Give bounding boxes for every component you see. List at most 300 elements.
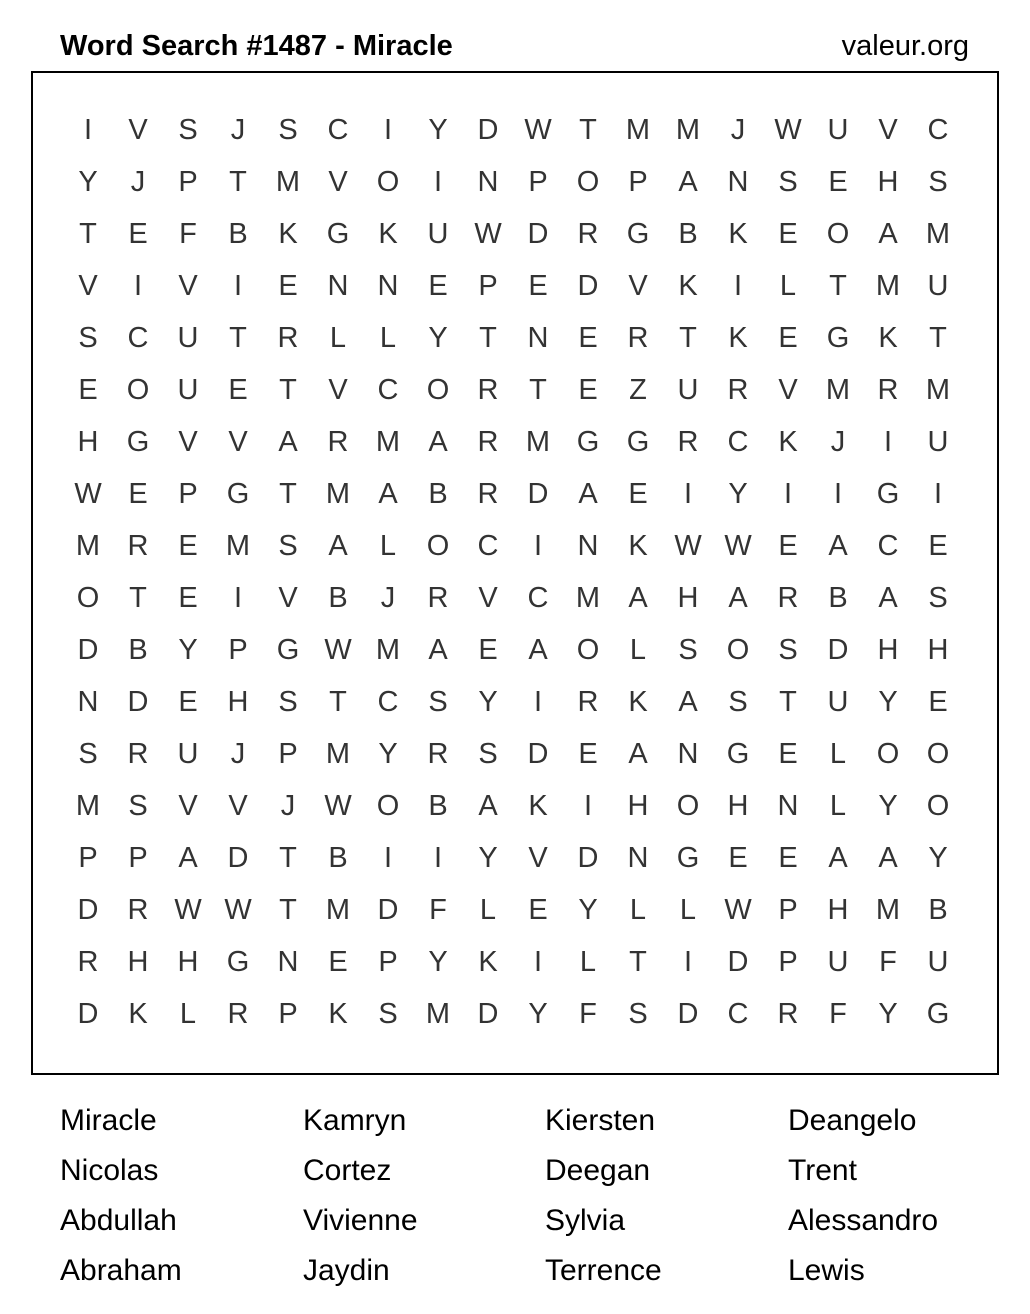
grid-cell[interactable]: Y — [878, 998, 898, 1030]
grid-cell[interactable]: W — [724, 530, 752, 562]
grid-cell[interactable]: P — [178, 478, 198, 510]
grid-cell[interactable]: H — [127, 946, 149, 978]
grid-cell[interactable]: G — [926, 998, 950, 1030]
grid-cell[interactable]: A — [178, 842, 198, 874]
grid-cell[interactable]: O — [676, 790, 700, 822]
grid-cell[interactable]: M — [375, 426, 401, 458]
grid-cell[interactable]: B — [928, 894, 948, 926]
grid-cell[interactable]: M — [825, 374, 851, 406]
grid-cell[interactable]: R — [127, 738, 149, 770]
grid-cell[interactable]: L — [329, 322, 347, 354]
grid-cell[interactable]: D — [577, 842, 599, 874]
grid-cell[interactable]: E — [778, 842, 798, 874]
grid-cell[interactable]: C — [377, 686, 399, 718]
grid-cell[interactable]: N — [327, 270, 349, 302]
grid-cell[interactable]: Y — [478, 686, 498, 718]
grid-cell[interactable]: M — [675, 114, 701, 146]
grid-cell[interactable]: G — [676, 842, 700, 874]
grid-cell[interactable]: J — [380, 582, 396, 614]
grid-cell[interactable]: Y — [428, 946, 448, 978]
grid-cell[interactable]: M — [425, 998, 451, 1030]
grid-cell[interactable]: P — [478, 270, 498, 302]
grid-cell[interactable]: I — [533, 530, 543, 562]
grid-cell[interactable]: I — [133, 270, 143, 302]
grid-cell[interactable]: P — [228, 634, 248, 666]
grid-cell[interactable]: P — [378, 946, 398, 978]
grid-cell[interactable]: K — [328, 998, 348, 1030]
grid-cell[interactable]: T — [229, 322, 247, 354]
grid-cell[interactable]: N — [677, 738, 699, 770]
grid-cell[interactable]: K — [478, 946, 498, 978]
grid-cell[interactable]: V — [778, 374, 798, 406]
grid-cell[interactable]: O — [926, 738, 950, 770]
grid-cell[interactable]: O — [926, 790, 950, 822]
grid-cell[interactable]: L — [579, 946, 597, 978]
grid-cell[interactable]: K — [128, 998, 148, 1030]
grid-cell[interactable]: T — [479, 322, 497, 354]
grid-cell[interactable]: S — [778, 166, 798, 198]
grid-cell[interactable]: P — [778, 894, 798, 926]
grid-cell[interactable]: W — [774, 114, 802, 146]
grid-cell[interactable]: K — [778, 426, 798, 458]
grid-cell[interactable]: A — [578, 478, 598, 510]
grid-cell[interactable]: P — [278, 738, 298, 770]
grid-cell[interactable]: W — [724, 894, 752, 926]
grid-cell[interactable]: S — [678, 634, 698, 666]
grid-cell[interactable]: H — [927, 634, 949, 666]
grid-cell[interactable]: F — [179, 218, 197, 250]
grid-cell[interactable]: S — [178, 114, 198, 146]
grid-cell[interactable]: D — [127, 686, 149, 718]
grid-cell[interactable]: T — [629, 946, 647, 978]
grid-cell[interactable]: O — [426, 530, 450, 562]
grid-cell[interactable]: D — [527, 738, 549, 770]
grid-cell[interactable]: S — [278, 114, 298, 146]
grid-cell[interactable]: G — [226, 946, 250, 978]
grid-cell[interactable]: I — [783, 478, 793, 510]
grid-cell[interactable]: E — [578, 738, 598, 770]
grid-cell[interactable]: C — [377, 374, 399, 406]
grid-cell[interactable]: E — [528, 270, 548, 302]
grid-cell[interactable]: B — [428, 478, 448, 510]
grid-cell[interactable]: E — [228, 374, 248, 406]
grid-cell[interactable]: N — [627, 842, 649, 874]
grid-cell[interactable]: A — [878, 218, 898, 250]
grid-cell[interactable]: R — [327, 426, 349, 458]
grid-cell[interactable]: K — [628, 686, 648, 718]
grid-cell[interactable]: R — [427, 738, 449, 770]
grid-cell[interactable]: G — [576, 426, 600, 458]
grid-cell[interactable]: V — [78, 270, 98, 302]
grid-cell[interactable]: S — [928, 582, 948, 614]
grid-cell[interactable]: N — [477, 166, 499, 198]
grid-cell[interactable]: B — [328, 842, 348, 874]
grid-cell[interactable]: E — [178, 686, 198, 718]
grid-cell[interactable]: A — [878, 842, 898, 874]
grid-cell[interactable]: S — [428, 686, 448, 718]
grid-cell[interactable]: H — [727, 790, 749, 822]
grid-cell[interactable]: Y — [478, 842, 498, 874]
grid-cell[interactable]: R — [77, 946, 99, 978]
grid-cell[interactable]: Y — [378, 738, 398, 770]
grid-cell[interactable]: V — [178, 426, 198, 458]
grid-cell[interactable]: W — [224, 894, 252, 926]
grid-cell[interactable]: F — [429, 894, 447, 926]
grid-cell[interactable]: S — [278, 686, 298, 718]
grid-cell[interactable]: I — [733, 270, 743, 302]
grid-cell[interactable]: V — [228, 790, 248, 822]
grid-cell[interactable]: H — [177, 946, 199, 978]
grid-cell[interactable]: C — [527, 582, 549, 614]
grid-cell[interactable]: M — [75, 530, 101, 562]
grid-cell[interactable]: M — [275, 166, 301, 198]
grid-cell[interactable]: S — [278, 530, 298, 562]
grid-cell[interactable]: J — [130, 166, 146, 198]
grid-cell[interactable]: Y — [578, 894, 598, 926]
grid-cell[interactable]: E — [628, 478, 648, 510]
grid-cell[interactable]: R — [127, 894, 149, 926]
grid-cell[interactable]: D — [77, 634, 99, 666]
grid-cell[interactable]: J — [280, 790, 296, 822]
grid-cell[interactable]: S — [478, 738, 498, 770]
grid-cell[interactable]: V — [478, 582, 498, 614]
grid-cell[interactable]: M — [925, 218, 951, 250]
grid-cell[interactable]: D — [577, 270, 599, 302]
grid-cell[interactable]: E — [328, 946, 348, 978]
grid-cell[interactable]: B — [328, 582, 348, 614]
grid-cell[interactable]: L — [479, 894, 497, 926]
grid-cell[interactable]: H — [77, 426, 99, 458]
grid-cell[interactable]: U — [177, 322, 199, 354]
grid-cell[interactable]: T — [279, 374, 297, 406]
grid-cell[interactable]: S — [128, 790, 148, 822]
grid-cell[interactable]: D — [77, 894, 99, 926]
grid-cell[interactable]: E — [778, 738, 798, 770]
grid-cell[interactable]: T — [529, 374, 547, 406]
grid-cell[interactable]: T — [579, 114, 597, 146]
grid-cell[interactable]: V — [878, 114, 898, 146]
grid-cell[interactable]: D — [477, 998, 499, 1030]
letter-grid[interactable] — [63, 104, 963, 1040]
grid-cell[interactable]: V — [178, 270, 198, 302]
grid-cell[interactable]: Y — [728, 478, 748, 510]
grid-cell[interactable]: U — [177, 738, 199, 770]
grid-cell[interactable]: G — [876, 478, 900, 510]
grid-cell[interactable]: J — [830, 426, 846, 458]
grid-cell[interactable]: L — [629, 894, 647, 926]
grid-cell[interactable]: Y — [928, 842, 948, 874]
grid-cell[interactable]: B — [228, 218, 248, 250]
grid-cell[interactable]: I — [583, 790, 593, 822]
grid-cell[interactable]: B — [428, 790, 448, 822]
grid-cell[interactable]: R — [627, 322, 649, 354]
grid-cell[interactable]: S — [728, 686, 748, 718]
grid-cell[interactable]: U — [827, 946, 849, 978]
grid-cell[interactable]: I — [533, 946, 543, 978]
grid-cell[interactable]: Y — [878, 790, 898, 822]
grid-cell[interactable]: W — [324, 634, 352, 666]
grid-cell[interactable]: N — [727, 166, 749, 198]
grid-cell[interactable]: A — [728, 582, 748, 614]
grid-cell[interactable]: I — [83, 114, 93, 146]
grid-cell[interactable]: A — [628, 738, 648, 770]
grid-cell[interactable]: L — [779, 270, 797, 302]
grid-cell[interactable]: T — [679, 322, 697, 354]
grid-cell[interactable]: L — [829, 738, 847, 770]
grid-cell[interactable]: M — [375, 634, 401, 666]
grid-cell[interactable]: K — [878, 322, 898, 354]
grid-cell[interactable]: B — [678, 218, 698, 250]
grid-cell[interactable]: Z — [629, 374, 647, 406]
grid-cell[interactable]: D — [227, 842, 249, 874]
grid-cell[interactable]: D — [477, 114, 499, 146]
grid-cell[interactable]: Y — [428, 322, 448, 354]
grid-cell[interactable]: E — [128, 478, 148, 510]
grid-cell[interactable]: E — [428, 270, 448, 302]
grid-cell[interactable]: T — [279, 894, 297, 926]
grid-cell[interactable]: U — [827, 114, 849, 146]
grid-cell[interactable]: I — [383, 842, 393, 874]
grid-cell[interactable]: U — [927, 946, 949, 978]
grid-cell[interactable]: N — [77, 686, 99, 718]
grid-cell[interactable]: F — [879, 946, 897, 978]
grid-cell[interactable]: W — [74, 478, 102, 510]
grid-cell[interactable]: Y — [178, 634, 198, 666]
grid-cell[interactable]: J — [730, 114, 746, 146]
grid-cell[interactable]: K — [728, 218, 748, 250]
grid-cell[interactable]: T — [79, 218, 97, 250]
grid-cell[interactable]: C — [327, 114, 349, 146]
grid-cell[interactable]: W — [324, 790, 352, 822]
grid-cell[interactable]: I — [433, 842, 443, 874]
grid-cell[interactable]: C — [927, 114, 949, 146]
grid-cell[interactable]: L — [179, 998, 197, 1030]
grid-cell[interactable]: H — [627, 790, 649, 822]
grid-cell[interactable]: T — [229, 166, 247, 198]
grid-cell[interactable]: D — [527, 478, 549, 510]
grid-cell[interactable]: T — [279, 842, 297, 874]
grid-cell[interactable]: C — [477, 530, 499, 562]
grid-cell[interactable]: K — [728, 322, 748, 354]
grid-cell[interactable]: P — [178, 166, 198, 198]
grid-cell[interactable]: A — [628, 582, 648, 614]
grid-cell[interactable]: E — [928, 530, 948, 562]
grid-cell[interactable]: E — [178, 530, 198, 562]
grid-cell[interactable]: T — [329, 686, 347, 718]
grid-cell[interactable]: V — [328, 374, 348, 406]
grid-cell[interactable]: M — [325, 894, 351, 926]
grid-cell[interactable]: E — [778, 218, 798, 250]
grid-cell[interactable]: A — [678, 686, 698, 718]
grid-cell[interactable]: H — [877, 634, 899, 666]
grid-cell[interactable]: C — [727, 426, 749, 458]
grid-cell[interactable]: E — [828, 166, 848, 198]
grid-cell[interactable]: E — [78, 374, 98, 406]
grid-cell[interactable]: K — [528, 790, 548, 822]
grid-cell[interactable]: A — [428, 426, 448, 458]
grid-cell[interactable]: G — [126, 426, 150, 458]
grid-cell[interactable]: S — [778, 634, 798, 666]
grid-cell[interactable]: K — [378, 218, 398, 250]
grid-cell[interactable]: K — [278, 218, 298, 250]
grid-cell[interactable]: O — [726, 634, 750, 666]
grid-cell[interactable]: M — [75, 790, 101, 822]
grid-cell[interactable]: I — [383, 114, 393, 146]
grid-cell[interactable]: E — [528, 894, 548, 926]
grid-cell[interactable]: Y — [78, 166, 98, 198]
grid-cell[interactable]: R — [227, 998, 249, 1030]
grid-cell[interactable]: O — [376, 790, 400, 822]
grid-cell[interactable]: D — [727, 946, 749, 978]
grid-cell[interactable]: I — [933, 478, 943, 510]
grid-cell[interactable]: R — [677, 426, 699, 458]
grid-cell[interactable]: V — [278, 582, 298, 614]
grid-cell[interactable]: I — [883, 426, 893, 458]
grid-cell[interactable]: R — [277, 322, 299, 354]
grid-cell[interactable]: M — [875, 894, 901, 926]
grid-cell[interactable]: R — [777, 582, 799, 614]
grid-cell[interactable]: M — [325, 478, 351, 510]
grid-cell[interactable]: T — [279, 478, 297, 510]
grid-cell[interactable]: E — [578, 374, 598, 406]
grid-cell[interactable]: V — [328, 166, 348, 198]
grid-cell[interactable]: L — [629, 634, 647, 666]
grid-cell[interactable]: N — [377, 270, 399, 302]
grid-cell[interactable]: T — [929, 322, 947, 354]
grid-cell[interactable]: A — [378, 478, 398, 510]
grid-cell[interactable]: I — [683, 946, 693, 978]
grid-cell[interactable]: A — [828, 842, 848, 874]
grid-cell[interactable]: G — [226, 478, 250, 510]
grid-cell[interactable]: E — [578, 322, 598, 354]
grid-cell[interactable]: L — [379, 322, 397, 354]
grid-cell[interactable]: S — [628, 998, 648, 1030]
grid-cell[interactable]: R — [577, 686, 599, 718]
grid-cell[interactable]: O — [376, 166, 400, 198]
grid-cell[interactable]: U — [927, 270, 949, 302]
grid-cell[interactable]: G — [626, 218, 650, 250]
grid-cell[interactable]: M — [875, 270, 901, 302]
grid-cell[interactable]: A — [428, 634, 448, 666]
grid-cell[interactable]: R — [427, 582, 449, 614]
grid-cell[interactable]: R — [477, 426, 499, 458]
grid-cell[interactable]: O — [826, 218, 850, 250]
grid-cell[interactable]: I — [433, 166, 443, 198]
grid-cell[interactable]: M — [225, 530, 251, 562]
grid-cell[interactable]: J — [230, 738, 246, 770]
grid-cell[interactable]: I — [233, 582, 243, 614]
grid-cell[interactable]: R — [577, 218, 599, 250]
grid-cell[interactable]: H — [827, 894, 849, 926]
grid-cell[interactable]: P — [628, 166, 648, 198]
grid-cell[interactable]: F — [829, 998, 847, 1030]
grid-cell[interactable]: O — [76, 582, 100, 614]
grid-cell[interactable]: O — [876, 738, 900, 770]
grid-cell[interactable]: W — [674, 530, 702, 562]
grid-cell[interactable]: G — [326, 218, 350, 250]
grid-cell[interactable]: R — [477, 478, 499, 510]
grid-cell[interactable]: E — [928, 686, 948, 718]
grid-cell[interactable]: V — [628, 270, 648, 302]
grid-cell[interactable]: P — [78, 842, 98, 874]
grid-cell[interactable]: G — [726, 738, 750, 770]
grid-cell[interactable]: M — [575, 582, 601, 614]
grid-cell[interactable]: M — [925, 374, 951, 406]
grid-cell[interactable]: A — [878, 582, 898, 614]
grid-cell[interactable]: F — [579, 998, 597, 1030]
grid-cell[interactable]: L — [379, 530, 397, 562]
grid-cell[interactable]: J — [230, 114, 246, 146]
grid-cell[interactable]: L — [829, 790, 847, 822]
grid-cell[interactable]: E — [728, 842, 748, 874]
grid-cell[interactable]: B — [128, 634, 148, 666]
grid-cell[interactable]: O — [576, 634, 600, 666]
grid-cell[interactable]: S — [928, 166, 948, 198]
grid-cell[interactable]: V — [178, 790, 198, 822]
grid-cell[interactable]: R — [877, 374, 899, 406]
grid-cell[interactable]: E — [128, 218, 148, 250]
grid-cell[interactable]: V — [228, 426, 248, 458]
grid-cell[interactable]: B — [828, 582, 848, 614]
grid-cell[interactable]: Y — [878, 686, 898, 718]
grid-cell[interactable]: U — [677, 374, 699, 406]
grid-cell[interactable]: E — [278, 270, 298, 302]
grid-cell[interactable]: V — [128, 114, 148, 146]
grid-cell[interactable]: M — [625, 114, 651, 146]
grid-cell[interactable]: N — [277, 946, 299, 978]
grid-cell[interactable]: T — [129, 582, 147, 614]
grid-cell[interactable]: E — [778, 322, 798, 354]
grid-cell[interactable]: L — [679, 894, 697, 926]
grid-cell[interactable]: G — [826, 322, 850, 354]
grid-cell[interactable]: A — [328, 530, 348, 562]
grid-cell[interactable]: K — [678, 270, 698, 302]
grid-cell[interactable]: O — [126, 374, 150, 406]
grid-cell[interactable]: R — [777, 998, 799, 1030]
grid-cell[interactable]: P — [528, 166, 548, 198]
grid-cell[interactable]: R — [477, 374, 499, 406]
grid-cell[interactable]: D — [677, 998, 699, 1030]
grid-cell[interactable]: D — [77, 998, 99, 1030]
grid-cell[interactable]: E — [178, 582, 198, 614]
grid-cell[interactable]: O — [576, 166, 600, 198]
grid-cell[interactable]: W — [524, 114, 552, 146]
grid-cell[interactable]: A — [528, 634, 548, 666]
grid-cell[interactable]: Y — [428, 114, 448, 146]
grid-cell[interactable]: U — [427, 218, 449, 250]
grid-cell[interactable]: N — [777, 790, 799, 822]
grid-cell[interactable]: U — [827, 686, 849, 718]
grid-cell[interactable]: S — [378, 998, 398, 1030]
grid-cell[interactable]: N — [577, 530, 599, 562]
grid-cell[interactable]: A — [478, 790, 498, 822]
grid-cell[interactable]: M — [325, 738, 351, 770]
grid-cell[interactable]: I — [833, 478, 843, 510]
grid-cell[interactable]: D — [377, 894, 399, 926]
grid-cell[interactable]: R — [727, 374, 749, 406]
grid-cell[interactable]: H — [227, 686, 249, 718]
grid-cell[interactable]: N — [527, 322, 549, 354]
grid-cell[interactable]: W — [474, 218, 502, 250]
grid-cell[interactable]: C — [727, 998, 749, 1030]
grid-cell[interactable]: H — [677, 582, 699, 614]
grid-cell[interactable]: T — [779, 686, 797, 718]
grid-cell[interactable]: A — [828, 530, 848, 562]
grid-cell[interactable]: D — [827, 634, 849, 666]
grid-cell[interactable]: D — [527, 218, 549, 250]
grid-cell[interactable]: Y — [528, 998, 548, 1030]
grid-cell[interactable]: P — [128, 842, 148, 874]
